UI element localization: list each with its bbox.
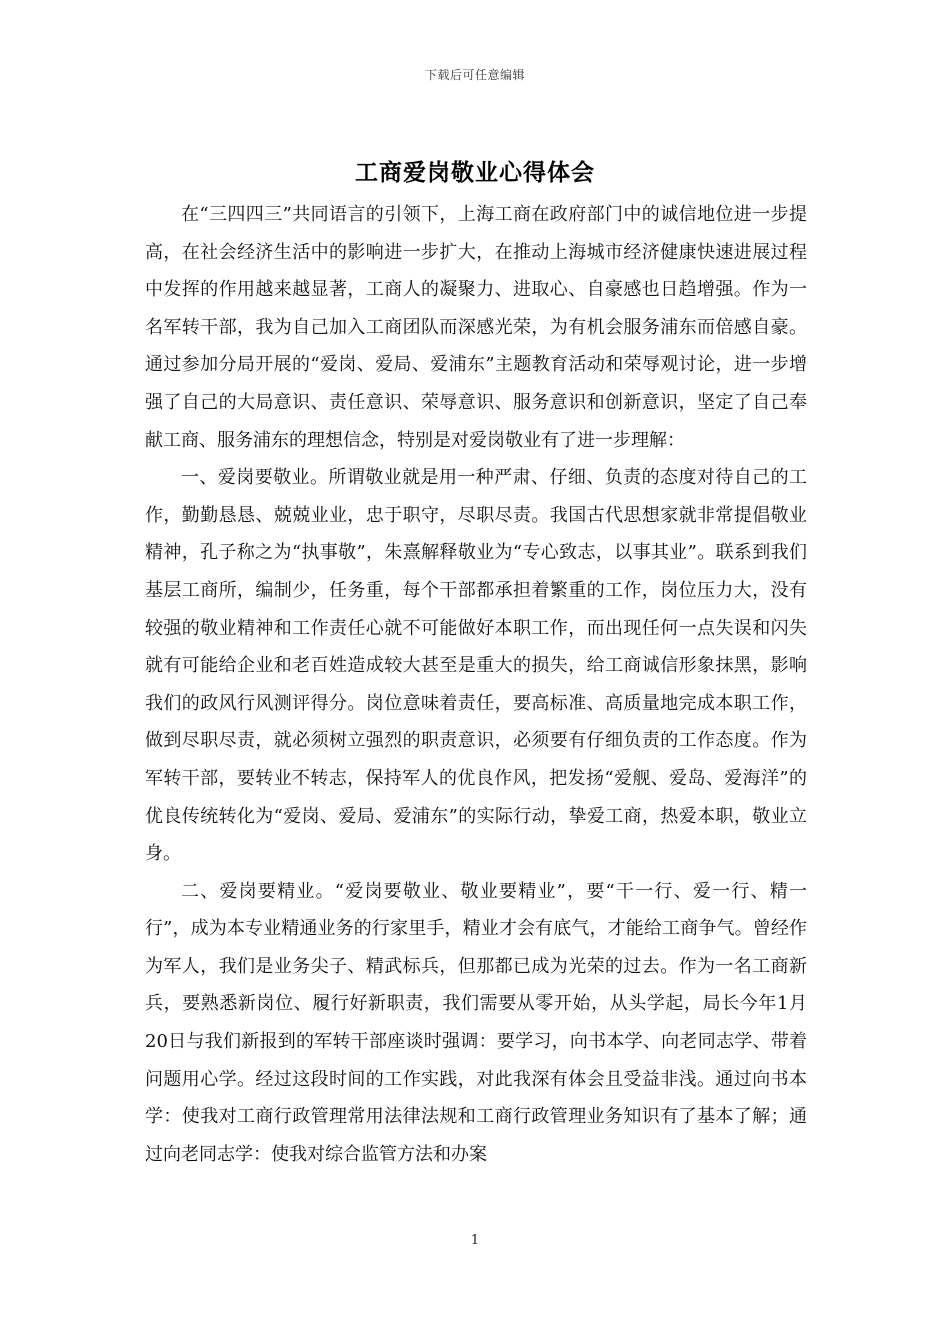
paragraph-intro: 在“三四四三”共同语言的引领下，上海工商在政府部门中的诚信地位进一步提高，在社会经济生活中的影响进一步扩大，在推动上海城市经济健康快速进展过程中发挥的作用越来越显著，工商人的凝聚力、进取心、自豪感也日趋增强。作为一名军转干部，我为自己加入工商团队而深感光荣，为有机会服务浦东而倍感自豪。通过参加分局开展的“爱岗、爱局、爱浦东”主题教育活动和荣辱观讨论，进一步增强了自己的大局意识、责任意识、荣辱意识、服务意识和创新意识，坚定了自己奉献工商、服务浦东的理想信念，特别是对爱岗敬业有了进一步理解： (145, 204, 807, 451)
header-note: 下载后可任意编辑 (424, 68, 525, 82)
paragraph-section-two: 二、爱岗要精业。“爱岗要敬业、敬业要精业”，要“干一行、爱一行、精一行”，成为本专业精通业务的行家里手，精业才会有底气，才能给工商争气。曾经作为军人，我们是业务尖子、精武标兵，但那都已成为光荣的过去。作为一名工商新兵，要熟悉新岗位、履行好新职责，我们需要从零开始，从头学起，局长今年1月20日与我们新报到的军转干部座谈时强调：要学习，向书本学、向老同志学、带着问题用心学。经过这段时间的工作实践，对此我深有体会且受益非浅。通过向书本学：使我对工商行政管理常用法律法规和工商行政管理业务知识有了基本了解；通过向老同志学：使我对综合监管方法和办案 (145, 880, 807, 1165)
document-body (145, 196, 807, 1173)
document-title: 工商爱岗敬业心得体会 (355, 159, 595, 186)
page-number: 1 (470, 1233, 480, 1248)
paragraph-section-one: 一、爱岗要敬业。所谓敬业就是用一种严肃、仔细、负责的态度对待自己的工作，勤勤恳恳、兢兢业业，忠于职守，尽职尽责。我国古代思想家就非常提倡敬业精神，孔子称之为“执事敬”，朱熹解释敬业为“专心致志，以事其业”。联系到我们基层工商所，编制少，任务重，每个干部都承担着繁重的工作，岗位压力大，没有较强的敬业精神和工作责任心就不可能做好本职工作，而出现任何一点失误和闪失就有可能给企业和老百姓造成较大甚至是重大的损失，给工商诚信形象抹黑，影响我们的政风行风测评得分。岗位意味着责任，要高标准、高质量地完成本职工作，做到尽职尽责，就必须树立强烈的职责意识，必须要有仔细负责的工作态度。作为军转干部，要转业不转志，保持军人的优良作风，把发扬“爱舰、爱岛、爱海洋”的优良传统转化为“爱岗、爱局、爱浦东”的实际行动，挚爱工商，热爱本职，敬业立身。 (145, 467, 807, 865)
